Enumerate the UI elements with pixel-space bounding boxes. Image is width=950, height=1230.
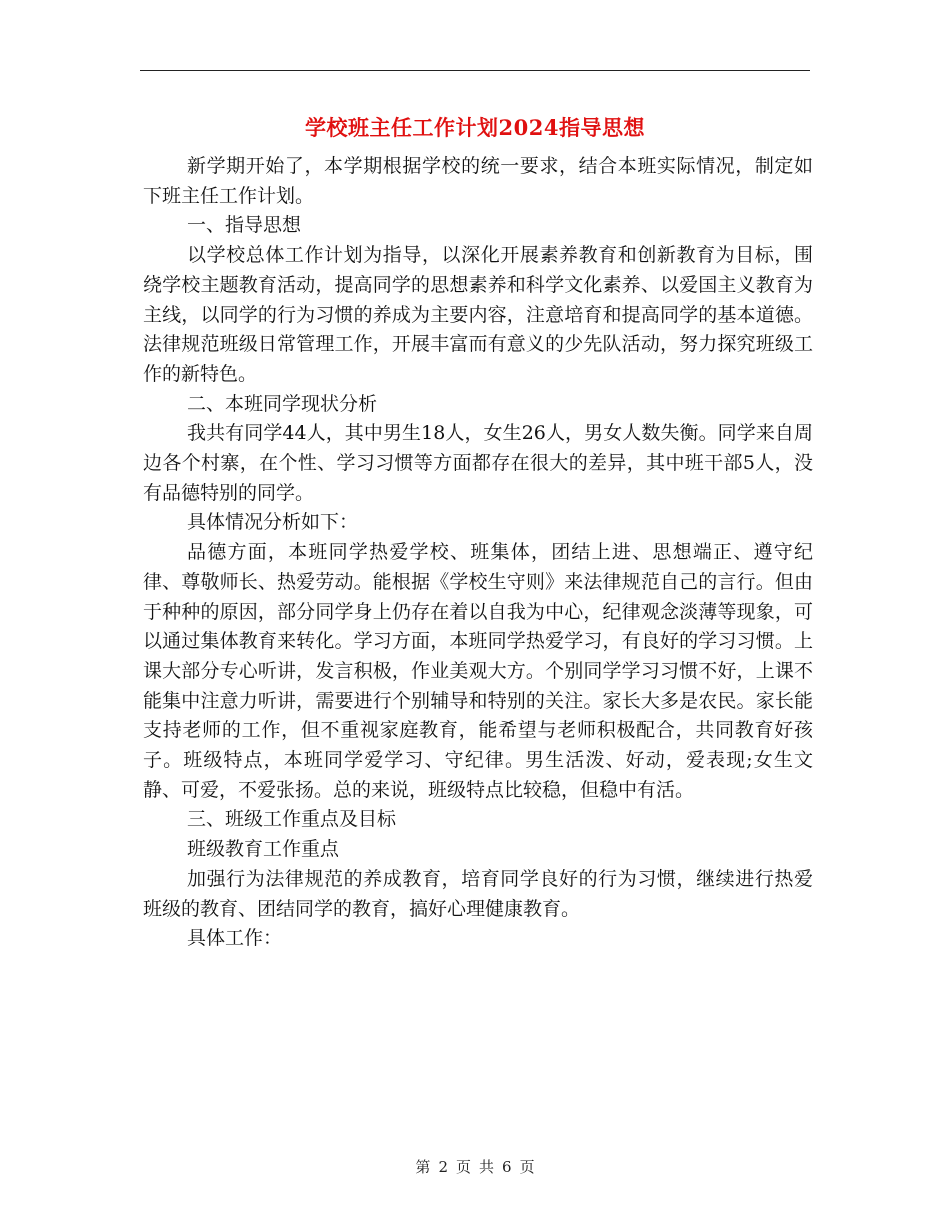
footer-total-word: 共 xyxy=(479,1158,495,1176)
paragraph-class-analysis: 我共有同学44人，其中男生18人，女生26人，男女人数失衡。同学来自周边各个村寨，在个性、学习习惯等方面都存在很大的差异，其中班干部5人，没有品德特别的同学。 xyxy=(143,422,813,504)
header-rule xyxy=(140,70,810,71)
footer-page-word: 页 xyxy=(455,1158,471,1176)
footer-suffix: 页 xyxy=(519,1158,535,1176)
heading-class-analysis: 二、本班同学现状分析 xyxy=(187,392,378,415)
document-body xyxy=(143,152,813,954)
paragraph-intro: 新学期开始了，本学期根据学校的统一要求，结合本班实际情况，制定如下班主任工作计划。 xyxy=(143,155,813,207)
heading-work-focus: 三、班级工作重点及目标 xyxy=(187,808,397,831)
heading-guiding-thought: 一、指导思想 xyxy=(187,214,302,237)
footer-total-pages: 6 xyxy=(502,1158,512,1176)
subheading-education-focus: 班级教育工作重点 xyxy=(187,838,340,861)
footer-prefix: 第 xyxy=(415,1158,431,1176)
paragraph-detailed-analysis: 品德方面，本班同学热爱学校、班集体，团结上进、思想端正、遵守纪律、尊敬师长、热爱劳动。能根据《学校生守则》来法律规范自己的言行。但由于种种的原因，部分同学身上仍存在着以自我为中心，纪律观念淡薄等现象，可以通过集体教育来转化。学习方面，本班同学热爱学习，有良好的学习习惯。上课大部分专心听讲，发言积极，作业美观大方。个别同学学习习惯不好，上课不能集中注意力听讲，需要进行个别辅导和特别的关注。家长大多是农民。家长能支持老师的工作，但不重视家庭教育，能希望与老师积极配合，共同教育好孩子。班级特点，本班同学爱学习、守纪律。男生活泼、好动，爱表现;女生文静、可爱，不爱张扬。总的来说，班级特点比较稳，但稳中有活。 xyxy=(143,541,813,801)
paragraph-education-focus: 加强行为法律规范的养成教育，培育同学良好的行为习惯，继续进行热爱班级的教育、团结同学的教育，搞好心理健康教育。 xyxy=(143,867,813,920)
page-footer xyxy=(0,1156,950,1177)
document-title: 学校班主任工作计划2024指导思想 xyxy=(305,115,645,140)
paragraph-specific-work: 具体工作： xyxy=(187,927,283,950)
paragraph-analysis-intro: 具体情况分析如下： xyxy=(187,511,359,534)
footer-current-page: 2 xyxy=(438,1158,448,1176)
paragraph-guiding-thought: 以学校总体工作计划为指导，以深化开展素养教育和创新教育为目标，围绕学校主题教育活动，提高同学的思想素养和科学文化素养、以爱国主义教育为主线，以同学的行为习惯的养成为主要内容，注意培育和提高同学的基本道德。法律规范班级日常管理工作，开展丰富而有意义的少先队活动，努力探究班级工作的新特色。 xyxy=(143,244,813,385)
